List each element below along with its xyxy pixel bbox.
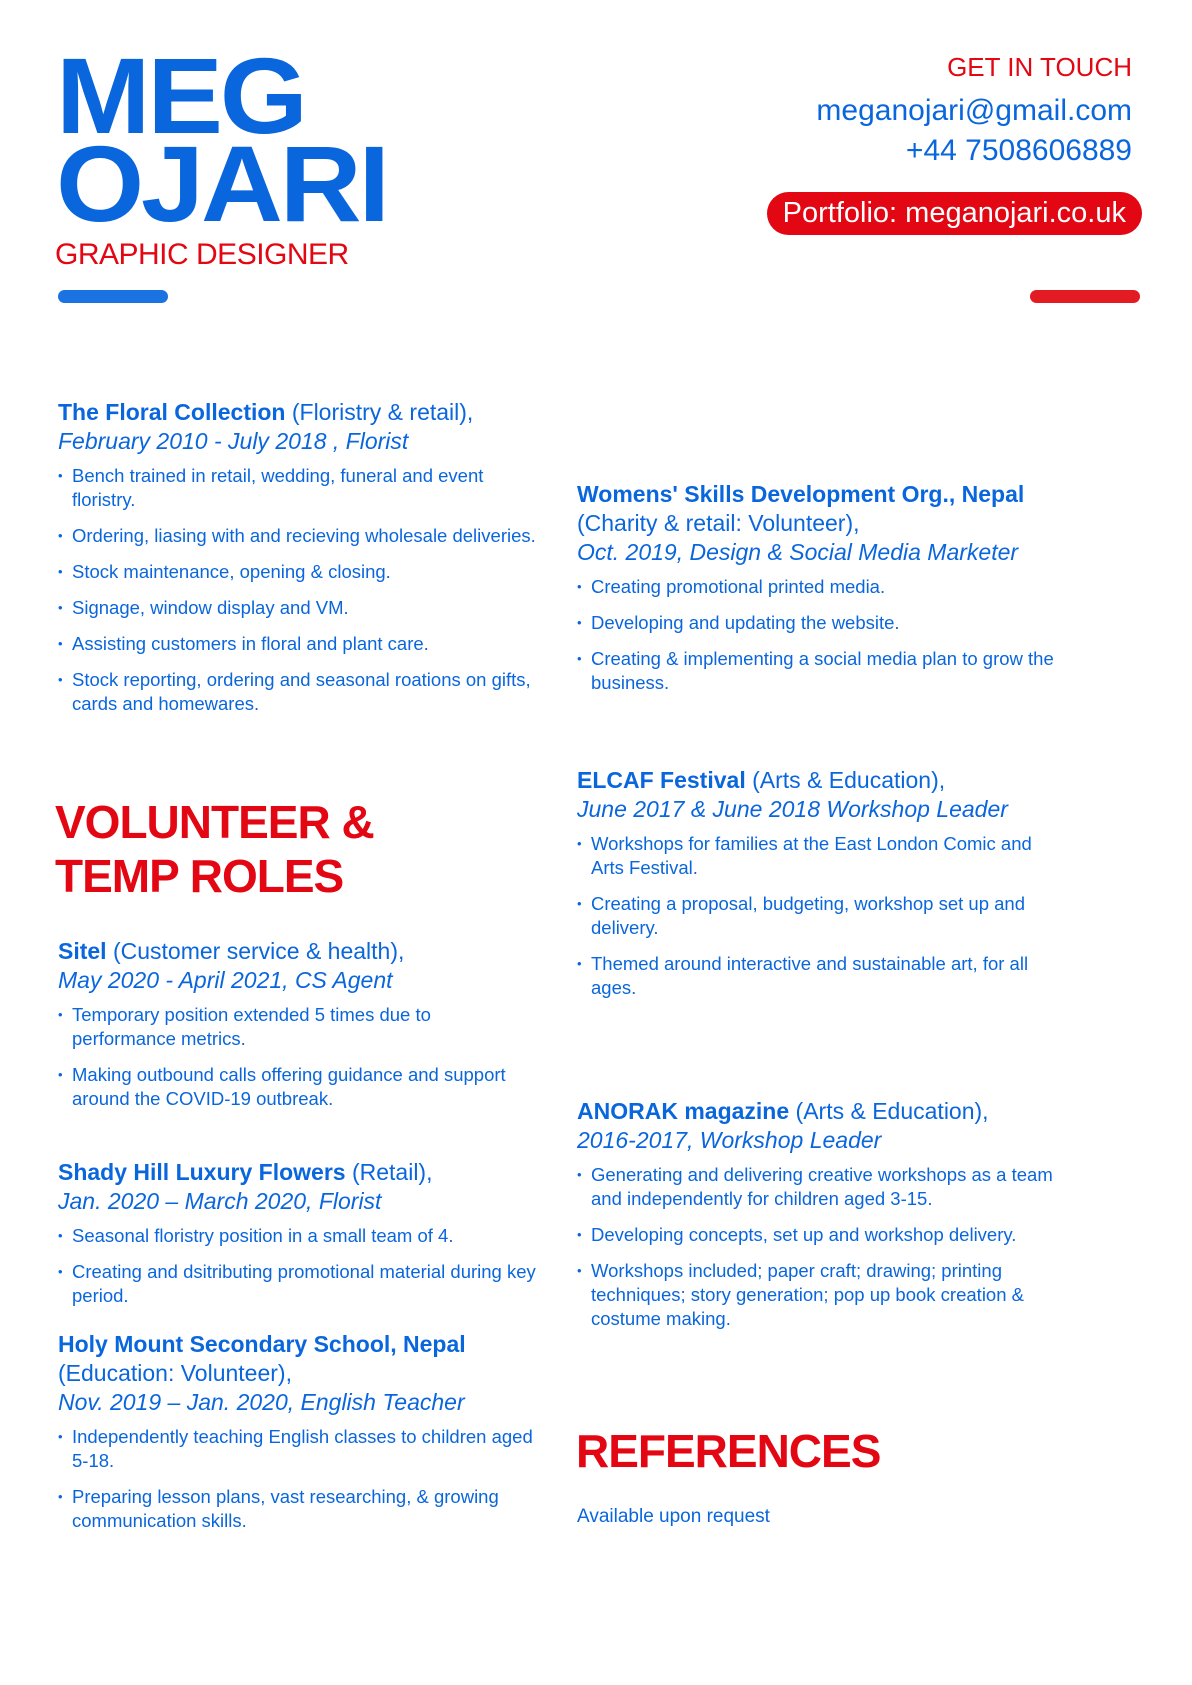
job-org: ELCAF Festival [577, 767, 746, 793]
job-bullet: • Ordering, liasing with and recieving wholesale deliveries. [58, 524, 538, 548]
references-text: Available upon request [577, 1506, 770, 1527]
blue-divider [58, 290, 168, 303]
job-bullet: • Creating a proposal, budgeting, workshop set up and delivery. [577, 892, 1057, 940]
job-entry [58, 1158, 538, 1320]
portfolio-link[interactable]: Portfolio: meganojari.co.uk [767, 192, 1142, 235]
job-org: Sitel [58, 938, 107, 964]
job-date: Nov. 2019 – Jan. 2020, English Teacher [58, 1389, 465, 1415]
job-bullet: • Seasonal floristry position in a small team of 4. [58, 1224, 538, 1248]
job-bullet: • Creating and dsitributing promotional material during key period. [58, 1260, 538, 1308]
job-date: Jan. 2020 – March 2020, Florist [58, 1188, 382, 1214]
job-sector: (Floristry & retail), [285, 399, 474, 425]
job-bullet: • Workshops for families at the East London Comic and Arts Festival. [577, 832, 1057, 880]
job-bullets [577, 832, 1057, 1000]
volunteer-heading-line2: TEMP ROLES [55, 850, 344, 902]
job-org: Womens' Skills Development Org., Nepal [577, 481, 1025, 507]
job-bullet: • Signage, window display and VM. [58, 596, 538, 620]
job-heading [58, 1158, 538, 1187]
job-title: GRAPHIC DESIGNER [55, 238, 349, 271]
job-heading [577, 1097, 1057, 1126]
job-org: Holy Mount Secondary School, Nepal [58, 1331, 466, 1357]
job-org: ANORAK magazine [577, 1098, 790, 1124]
job-bullet: • Creating promotional printed media. [577, 575, 1057, 599]
job-entry [58, 398, 538, 728]
contact-heading: GET IN TOUCH [947, 52, 1132, 82]
job-bullet: • Developing concepts, set up and workshop delivery. [577, 1223, 1057, 1247]
job-bullet: • Temporary position extended 5 times due to performance metrics. [58, 1003, 538, 1051]
job-sector: (Arts & Education), [789, 1098, 989, 1124]
job-sector: (Retail), [345, 1159, 433, 1185]
job-sector: (Arts & Education), [745, 767, 946, 793]
job-bullet: • Generating and delivering creative workshops as a team and independently for children aged 3-15. [577, 1163, 1057, 1211]
job-sector: (Customer service & health), [106, 938, 405, 964]
job-org: Shady Hill Luxury Flowers [58, 1159, 346, 1185]
job-entry [58, 1330, 538, 1545]
references-heading: REFERENCES [576, 1425, 881, 1477]
job-bullet: • Stock reporting, ordering and seasonal roations on gifts, cards and homewares. [58, 668, 538, 716]
last-name: OJARI [56, 123, 387, 244]
job-bullets [577, 1163, 1057, 1331]
job-bullets [58, 1003, 538, 1111]
job-bullet: • Themed around interactive and sustainable art, for all ages. [577, 952, 1057, 1000]
job-bullet: • Preparing lesson plans, vast researching, & growing communication skills. [58, 1485, 538, 1533]
volunteer-heading-line1: VOLUNTEER & [55, 796, 374, 848]
job-bullet: • Developing and updating the website. [577, 611, 1057, 635]
job-bullet: • Assisting customers in floral and plant care. [58, 632, 538, 656]
volunteer-heading [55, 795, 374, 903]
job-heading [577, 480, 1057, 538]
job-heading [577, 766, 1057, 795]
job-sector: (Charity & retail: Volunteer), [577, 510, 860, 536]
job-bullet: • Independently teaching English classes to children aged 5-18. [58, 1425, 538, 1473]
job-entry [577, 1097, 1057, 1343]
job-bullet: • Stock maintenance, opening & closing. [58, 560, 538, 584]
phone-number[interactable]: +44 7508606889 [905, 134, 1132, 167]
job-bullet: • Making outbound calls offering guidance and support around the COVID-19 outbreak. [58, 1063, 538, 1111]
job-date: February 2010 - July 2018 , Florist [58, 428, 409, 454]
job-entry [58, 937, 538, 1123]
job-bullet: • Bench trained in retail, wedding, funeral and event floristry. [58, 464, 538, 512]
job-heading [58, 1330, 538, 1388]
job-date: June 2017 & June 2018 Workshop Leader [577, 796, 1008, 822]
job-bullets [58, 1224, 538, 1308]
job-date: 2016-2017, Workshop Leader [577, 1127, 882, 1153]
red-divider [1030, 290, 1140, 303]
job-sector: (Education: Volunteer), [58, 1360, 292, 1386]
job-org: The Floral Collection [58, 399, 286, 425]
job-bullets [58, 464, 538, 716]
job-entry [577, 766, 1057, 1012]
job-bullets [577, 575, 1057, 695]
job-date: May 2020 - April 2021, CS Agent [58, 967, 393, 993]
first-name: MEG [56, 35, 305, 156]
email-link[interactable]: meganojari@gmail.com [816, 94, 1132, 127]
job-bullet: • Workshops included; paper craft; drawing; printing techniques; story generation; pop up book creation & costume making. [577, 1259, 1057, 1331]
job-entry [577, 480, 1057, 707]
job-bullet: • Creating & implementing a social media plan to grow the business. [577, 647, 1057, 695]
job-date: Oct. 2019, Design & Social Media Marketer [577, 539, 1019, 565]
job-bullets [58, 1425, 538, 1533]
job-heading [58, 937, 538, 966]
job-heading [58, 398, 538, 427]
